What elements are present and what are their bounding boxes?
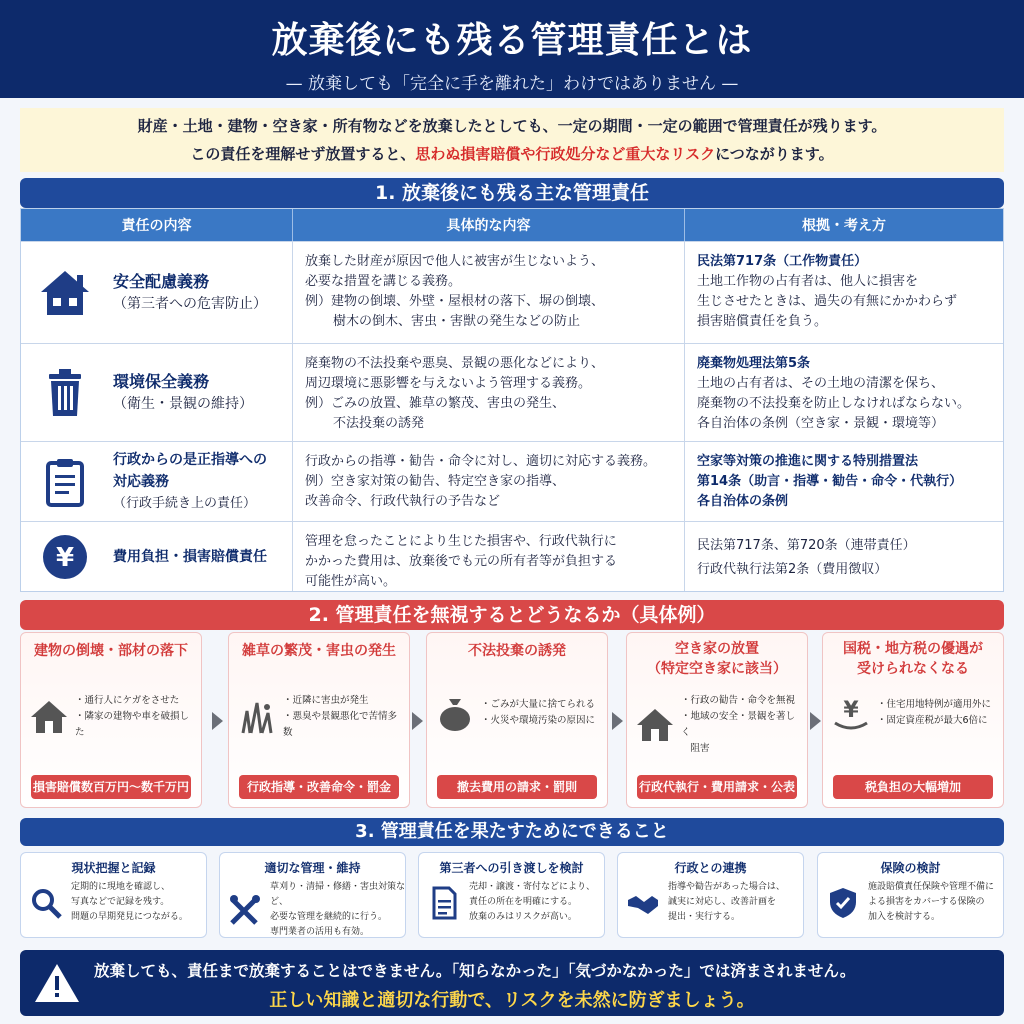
flow-arrow-icon	[612, 712, 623, 730]
action-card	[20, 852, 207, 938]
card-line: 加入を検討する。	[868, 912, 941, 922]
detail-line: 改善命令、行政代執行の予告など	[305, 494, 501, 509]
handshake-icon	[626, 886, 660, 920]
card-line: ・隣家の建物や車を破損した	[75, 711, 190, 738]
table-header	[21, 209, 1003, 241]
card-title: 行政との連携	[674, 861, 747, 875]
card-line: ・悪臭や景観悪化で苦情多数	[283, 711, 398, 738]
basis-title: 民法第717条（工作物責任）	[697, 254, 868, 269]
card-line: 放棄のみはリスクが高い。	[469, 912, 577, 922]
card-line: ・通行人にケガをさせた	[75, 695, 180, 706]
tools-icon	[228, 893, 262, 927]
consequence-card	[426, 632, 608, 808]
card-line: ・地域の安全・景観を著しく	[681, 711, 796, 738]
section-2-title: 2. 管理責任を無視するとどうなるか（具体例）	[20, 600, 1004, 630]
basis-line: 行政代執行法第2条（費用徴収）	[697, 562, 888, 577]
flow-arrow-icon	[810, 712, 821, 730]
detail-line: 不法投棄の誘発	[333, 416, 425, 431]
action-cards	[20, 852, 1004, 938]
yen-icon	[39, 531, 91, 583]
action-card	[418, 852, 605, 938]
basis-title: 空家等対策の推進に関する特別措置法	[697, 454, 919, 469]
card-line: 施設賠償責任保険や管理不備に	[868, 882, 995, 892]
detail-line: 行政からの指導・勧告・命令に対し、適切に対応する義務。	[305, 454, 657, 469]
page-header	[0, 0, 1024, 98]
card-line: ・近隣に害虫が発生	[283, 695, 369, 706]
consequence-card	[228, 632, 410, 808]
basis-line: 生じさせたときは、過失の有無にかかわらず	[697, 294, 958, 309]
action-card	[617, 852, 804, 938]
svg-text:¥: ¥	[843, 698, 859, 723]
intro-line-1: 財産・土地・建物・空き家・所有物などを放棄したとしても、一定の期間・一定の範囲で管理責任が残ります。	[137, 117, 887, 135]
card-title: 建物の倒壊・部材の落下	[34, 643, 188, 659]
card-line: 定期的に現地を確認し、	[71, 882, 171, 892]
row-title: 対応義務	[113, 473, 169, 490]
card-title: 第三者への引き渡しを検討	[439, 861, 584, 875]
action-card	[817, 852, 1004, 938]
card-line: 誠実に対応し、改善計画を	[668, 897, 777, 907]
card-line: 必要な管理を継続的に行う。	[270, 912, 388, 922]
row-subtitle: （第三者への危害防止）	[113, 295, 267, 312]
section-3-title: 3. 管理責任を果たすためにできること	[20, 818, 1004, 846]
table-row	[21, 241, 1003, 343]
detail-line: 必要な措置を講じる義務。	[305, 274, 462, 289]
card-title: 不法投棄の誘発	[468, 643, 566, 659]
card-line: ・固定資産税が最大6倍に	[877, 715, 988, 726]
page-subtitle: — 放棄しても「完全に手を離れた」わけではありません —	[285, 74, 739, 94]
card-result-badge: 撤去費用の請求・罰則	[437, 775, 597, 799]
card-line: 阻害	[681, 743, 710, 754]
card-line: ・火災や環境汚染の原因に	[481, 715, 596, 726]
table-header-cell: 責任の内容	[21, 209, 293, 241]
card-title: 雑草の繁茂・害虫の発生	[242, 643, 396, 659]
row-subtitle: （衛生・景観の維持）	[113, 395, 253, 412]
card-line: 草刈り・清掃・修繕・害虫対策など、	[270, 882, 406, 907]
table-row	[21, 343, 1003, 441]
card-line: ・住宅用地特例が適用外に	[877, 699, 992, 710]
consequence-cards	[20, 632, 1004, 808]
intro-line-2-pre: この責任を理解せず放置すると、	[190, 145, 416, 163]
card-title: 空き家の放置	[675, 641, 759, 657]
detail-line: 可能性が高い。	[305, 574, 397, 589]
section-1-title: 1. 放棄後にも残る主な管理責任	[20, 178, 1004, 208]
card-line: 問題の早期発見につながる。	[71, 912, 188, 922]
yen-hand-icon	[831, 693, 871, 733]
intro-line-2-highlight: 思わぬ損害賠償や行政処分など重大なリスク	[415, 145, 716, 163]
detail-line: 放棄した財産が原因で他人に被害が生じないよう、	[305, 254, 605, 269]
trash-icon	[39, 367, 91, 419]
garbage-bag-icon	[435, 693, 475, 733]
house-icon	[39, 267, 91, 319]
basis-title: 廃棄物処理法第5条	[697, 356, 811, 371]
detail-line: 廃棄物の不法投棄や悪臭、景観の悪化などにより、	[305, 356, 605, 371]
basis-line: 各自治体の条例（空き家・景観・環境等）	[697, 416, 945, 431]
row-title: 安全配慮義務	[113, 271, 210, 291]
basis-line: 廃棄物の不法投棄を防止しなければならない。	[697, 396, 971, 411]
weeds-icon	[237, 697, 277, 737]
consequence-card	[822, 632, 1004, 808]
responsibility-table	[20, 208, 1004, 592]
card-line: 写真などで記録を残す。	[71, 897, 170, 907]
detail-line: 例）建物の倒壊、外壁・屋根材の落下、塀の倒壊、	[305, 294, 605, 309]
card-result-badge: 行政代執行・費用請求・公表	[637, 775, 797, 799]
basis-line: 損害賠償責任を負う。	[697, 314, 828, 329]
consequence-card	[20, 632, 202, 808]
card-line: 売却・譲渡・寄付などにより、	[469, 882, 596, 892]
card-title: 適切な管理・維持	[264, 861, 361, 875]
basis-line: 土地工作物の占有者は、他人に損害を	[697, 274, 919, 289]
card-line: 専門業者の活用も有効。	[270, 927, 370, 937]
card-line: ・行政の勧告・命令を無視	[681, 695, 796, 706]
table-header-cell: 具体的な内容	[293, 209, 685, 241]
intro-line-2-post: につながります。	[715, 145, 834, 163]
card-line: ・ごみが大量に捨てられる	[481, 699, 596, 710]
card-line: 提出・実行する。	[668, 912, 741, 922]
action-card	[219, 852, 406, 938]
document-icon	[427, 886, 461, 920]
table-header-cell: 根拠・考え方	[802, 218, 886, 234]
card-title: 国税・地方税の優遇が	[843, 641, 983, 657]
row-title: 行政からの是正指導への	[113, 451, 267, 468]
basis-line: 土地の占有者は、その土地の清潔を保ち、	[697, 376, 945, 391]
footer-line-1: 放棄しても、責任まで放棄することはできません。「知らなかった」「気づかなかった」では済まされません。	[94, 962, 856, 980]
detail-line: 管理を怠ったことにより生じた損害や、行政代執行に	[305, 534, 617, 549]
house-icon	[635, 705, 675, 745]
detail-line: 樹木の倒木、害虫・害獣の発生などの防止	[333, 314, 581, 329]
house-icon	[29, 697, 69, 737]
basis-title: 第14条（助言・指導・勧告・命令・代執行）	[697, 474, 963, 489]
card-line: よる損害をカバーする保険の	[868, 897, 985, 907]
card-line: 責任の所在を明確にする。	[469, 897, 578, 907]
detail-line: 例）ごみの放置、雑草の繁茂、害虫の発生、	[305, 396, 566, 411]
clipboard-icon	[39, 456, 91, 508]
detail-line: かかった費用は、放棄後でも元の所有者等が負担する	[305, 554, 618, 569]
intro-box	[20, 108, 1004, 172]
table-row	[21, 521, 1003, 591]
detail-line: 例）空き家対策の勧告、特定空き家の指導、	[305, 474, 566, 489]
card-title: 保険の検討	[880, 861, 941, 875]
flow-arrow-icon	[212, 712, 223, 730]
flow-arrow-icon	[412, 712, 423, 730]
footer-line-2: 正しい知識と適切な行動で、リスクを未然に防ぎましょう。	[269, 990, 755, 1011]
card-title: （特定空き家に該当）	[647, 661, 787, 677]
footer-banner	[20, 950, 1004, 1016]
row-title: 費用負担・損害賠償責任	[113, 548, 267, 565]
svg-text:¥: ¥	[55, 542, 75, 573]
card-line: 指導や勧告があった場合は、	[668, 882, 785, 892]
row-title: 環境保全義務	[113, 371, 210, 391]
card-title: 受けられなくなる	[857, 661, 969, 677]
consequence-card	[626, 632, 808, 808]
table-row	[21, 441, 1003, 521]
card-result-badge: 損害賠償数百万円～数千万円	[31, 775, 191, 799]
intro-line-2	[20, 140, 1004, 168]
shield-icon	[826, 886, 860, 920]
magnifier-icon	[29, 886, 63, 920]
page-title: 放棄後にも残る管理責任とは	[271, 20, 753, 61]
detail-line: 周辺環境に悪影響を与えないよう管理する義務。	[305, 376, 592, 391]
card-result-badge: 税負担の大幅増加	[833, 775, 993, 799]
card-title: 現状把握と記録	[71, 861, 156, 875]
basis-title: 各自治体の条例	[697, 494, 789, 509]
basis-line: 民法第717条、第720条（連帯責任）	[697, 538, 916, 553]
card-result-badge: 行政指導・改善命令・罰金	[239, 775, 399, 799]
row-subtitle: （行政手続き上の責任）	[113, 495, 257, 511]
